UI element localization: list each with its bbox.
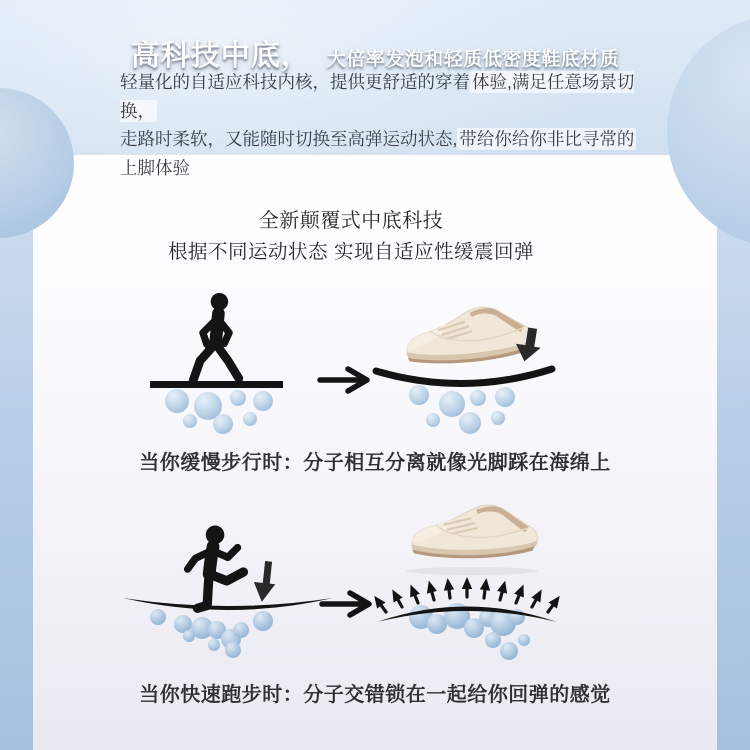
section-heading-1: 全新颠覆式中底科技 xyxy=(258,210,444,232)
intro-line-2 xyxy=(120,125,640,154)
intro-line-1 xyxy=(120,68,640,125)
page-subtitle: 大倍率发泡和轻质低密度鞋底材质 xyxy=(326,49,620,70)
page-title: 高科技中底， xyxy=(130,40,311,72)
intro-line2-text: 走路时柔软，又能随时切换至高弹运动状态, xyxy=(120,129,458,149)
section-heading-2: 根据不同运动状态 实现自适应性缓震回弹 xyxy=(168,241,534,263)
intro-line2-highlight: 带给你给你非比寻常的 xyxy=(459,129,635,149)
intro-line-3 xyxy=(120,154,640,183)
caption-fast-run: 当你快速跑步时：分子交错锁在一起给你回弹的感觉 xyxy=(139,684,611,706)
caption-slow-walk: 当你缓慢步行时：分子相互分离就像光脚踩在海绵上 xyxy=(139,452,611,474)
intro-paragraph xyxy=(120,68,640,182)
intro-line1-highlight: 体验,满足任意场景切换， xyxy=(120,72,635,121)
intro-line3-text: 上脚体验 xyxy=(120,157,190,178)
intro-line1-text: 轻量化的自适应科技内核，提供更舒适的穿着 xyxy=(120,72,470,92)
